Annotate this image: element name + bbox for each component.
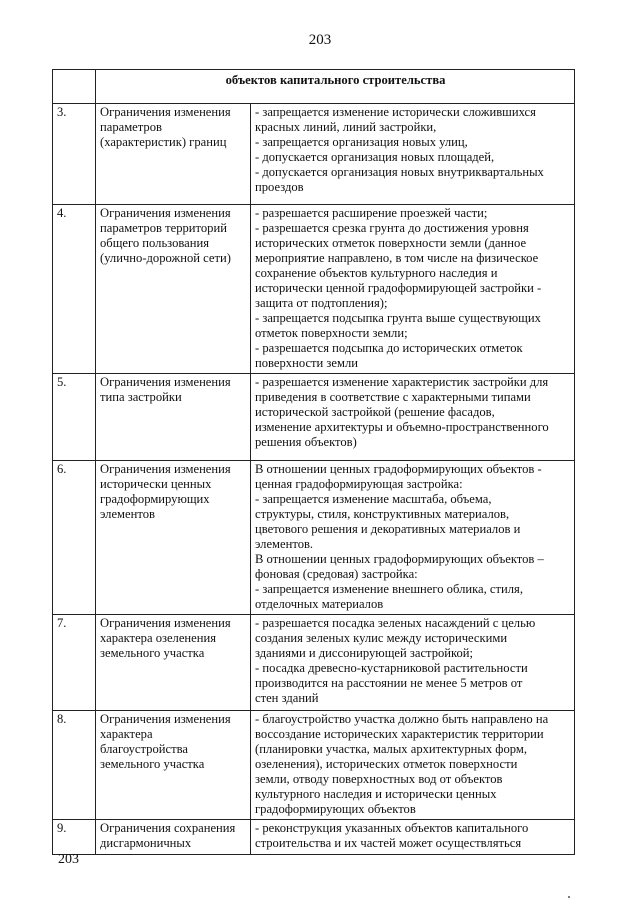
restriction-description-line: - разрешается расширение проезжей части;: [255, 206, 488, 220]
restriction-description-line: сохранение объектов культурного наследия и: [255, 266, 498, 280]
restriction-name-line: (характеристик) границ: [100, 135, 227, 149]
restriction-description-line: - запрещается организация новых улиц,: [255, 135, 468, 149]
row-number: 6.: [53, 461, 96, 615]
restriction-description: [251, 205, 575, 374]
restriction-description-line: проездов: [255, 180, 304, 194]
table-row: [53, 374, 575, 461]
restriction-description: [251, 711, 575, 820]
restriction-description: [251, 104, 575, 205]
row-number: 9.: [53, 820, 96, 855]
restriction-name-line: исторически ценных: [100, 477, 212, 491]
restriction-description-line: - разрешается изменение характеристик застройки для: [255, 375, 549, 389]
restriction-description-line: исторически ценной градоформирующей застройки -: [255, 281, 542, 295]
restriction-description-line: градоформирующих объектов: [255, 802, 416, 816]
restriction-name-line: Ограничения изменения: [100, 616, 231, 630]
restriction-name: [96, 374, 251, 461]
restriction-description-line: исторических отметок поверхности земли (данное: [255, 236, 527, 250]
restriction-description: [251, 615, 575, 711]
restriction-description-line: земли, отводу поверхностных вод от объектов: [255, 772, 503, 786]
restriction-description-line: стен зданий: [255, 691, 319, 705]
restriction-name: [96, 615, 251, 711]
restriction-description-line: исторической застройкой (решение фасадов,: [255, 405, 495, 419]
restriction-description-line: изменение архитектуры и объемно-пространственного: [255, 420, 549, 434]
restriction-name-line: параметров: [100, 120, 162, 134]
restriction-description: [251, 820, 575, 855]
restriction-description-line: отметок поверхности земли;: [255, 326, 408, 340]
restriction-name: [96, 205, 251, 374]
restriction-description-line: - запрещается изменение исторически сложившихся: [255, 105, 536, 119]
restrictions-table: [52, 69, 575, 855]
restriction-description-line: зданиями и диссонирующей застройкой;: [255, 646, 474, 660]
restriction-description-line: мероприятие направлено, в том числе на физическое: [255, 251, 539, 265]
restriction-name-line: Ограничения изменения: [100, 206, 231, 220]
table-row: [53, 615, 575, 711]
restriction-description-line: красных линий, линий застройки,: [255, 120, 437, 134]
restriction-name: [96, 104, 251, 205]
restriction-description-line: озеленения), исторических отметок поверхности: [255, 757, 518, 771]
restriction-description-line: - запрещается изменение внешнего облика, стиля,: [255, 582, 523, 596]
row-number: 8.: [53, 711, 96, 820]
restriction-description-line: ценная градоформирующая застройка:: [255, 477, 463, 491]
restriction-description-line: - допускается организация новых площадей,: [255, 150, 495, 164]
restriction-name: [96, 820, 251, 855]
restriction-name-line: элементов: [100, 507, 155, 521]
header-title: объектов капитального строительства: [96, 70, 575, 104]
restriction-description-line: - благоустройство участка должно быть направлено на: [255, 712, 549, 726]
table-row: [53, 205, 575, 374]
restriction-name: [96, 461, 251, 615]
restriction-description-line: цветового решения и декоративных материалов и: [255, 522, 521, 536]
restriction-name-line: дисгармоничных: [100, 836, 192, 850]
restriction-name-line: (улично-дорожной сети): [100, 251, 231, 265]
table-row: [53, 104, 575, 205]
row-number: 5.: [53, 374, 96, 461]
restriction-description-line: - разрешается срезка грунта до достижения уровня: [255, 221, 529, 235]
restriction-description-line: - запрещается изменение масштаба, объема,: [255, 492, 492, 506]
restriction-description-line: поверхности земли: [255, 356, 358, 370]
restriction-name-line: земельного участка: [100, 646, 205, 660]
restriction-description: [251, 374, 575, 461]
row-number: 4.: [53, 205, 96, 374]
restriction-description-line: - запрещается подсыпка грунта выше существующих: [255, 311, 541, 325]
restriction-name-line: Ограничения сохранения: [100, 821, 236, 835]
restriction-description-line: отделочных материалов: [255, 597, 384, 611]
restriction-description-line: - посадка древесно-кустарниковой растительности: [255, 661, 528, 675]
restriction-description-line: воссоздание исторических характеристик территории: [255, 727, 544, 741]
row-number: 7.: [53, 615, 96, 711]
table-row: [53, 711, 575, 820]
restriction-description-line: - допускается организация новых внутриквартальных: [255, 165, 544, 179]
restriction-name-line: благоустройства: [100, 742, 188, 756]
restriction-description-line: строительства и их частей может осуществляться: [255, 836, 522, 850]
restriction-description-line: решения объектов): [255, 435, 357, 449]
table-header-row: [53, 70, 575, 104]
restriction-description-line: В отношении ценных градоформирующих объектов –: [255, 552, 544, 566]
restriction-description-line: - реконструкция указанных объектов капитального: [255, 821, 529, 835]
restriction-description-line: - разрешается подсыпка до исторических отметок: [255, 341, 523, 355]
restriction-description-line: защита от подтопления);: [255, 296, 388, 310]
restriction-name: [96, 711, 251, 820]
restriction-name-line: характера: [100, 727, 153, 741]
table-row: [53, 461, 575, 615]
restriction-name-line: характера озеленения: [100, 631, 217, 645]
header-cell-number: [53, 70, 96, 104]
scan-speck: [568, 896, 570, 898]
page-number-top: 203: [308, 32, 332, 48]
restriction-description-line: культурного наследия и исторически ценных: [255, 787, 497, 801]
restriction-description-line: создания зеленых кулис между историческими: [255, 631, 508, 645]
restriction-name-line: общего пользования: [100, 236, 210, 250]
restriction-name-line: градоформирующих: [100, 492, 210, 506]
restriction-description-line: - разрешается посадка зеленых насаждений с целью: [255, 616, 536, 630]
restriction-name-line: Ограничения изменения: [100, 712, 231, 726]
page-number-bottom: 203: [58, 852, 79, 867]
restriction-name-line: земельного участка: [100, 757, 205, 771]
restriction-name-line: Ограничения изменения: [100, 105, 231, 119]
restriction-description-line: производится на расстоянии не менее 5 метров от: [255, 676, 523, 690]
restriction-name-line: Ограничения изменения: [100, 462, 231, 476]
restriction-description-line: элементов.: [255, 537, 314, 551]
restriction-description: [251, 461, 575, 615]
restriction-description-line: приведения в соответствие с характерными типами: [255, 390, 531, 404]
restriction-name-line: параметров территорий: [100, 221, 227, 235]
table-row: [53, 820, 575, 855]
restriction-description-line: (планировки участка, малых архитектурных форм,: [255, 742, 527, 756]
restriction-description-line: В отношении ценных градоформирующих объектов -: [255, 462, 542, 476]
restriction-name-line: типа застройки: [100, 390, 182, 404]
row-number: 3.: [53, 104, 96, 205]
restriction-description-line: фоновая (средовая) застройка:: [255, 567, 418, 581]
restriction-name-line: Ограничения изменения: [100, 375, 231, 389]
restriction-description-line: структуры, стиля, конструктивных материалов,: [255, 507, 510, 521]
